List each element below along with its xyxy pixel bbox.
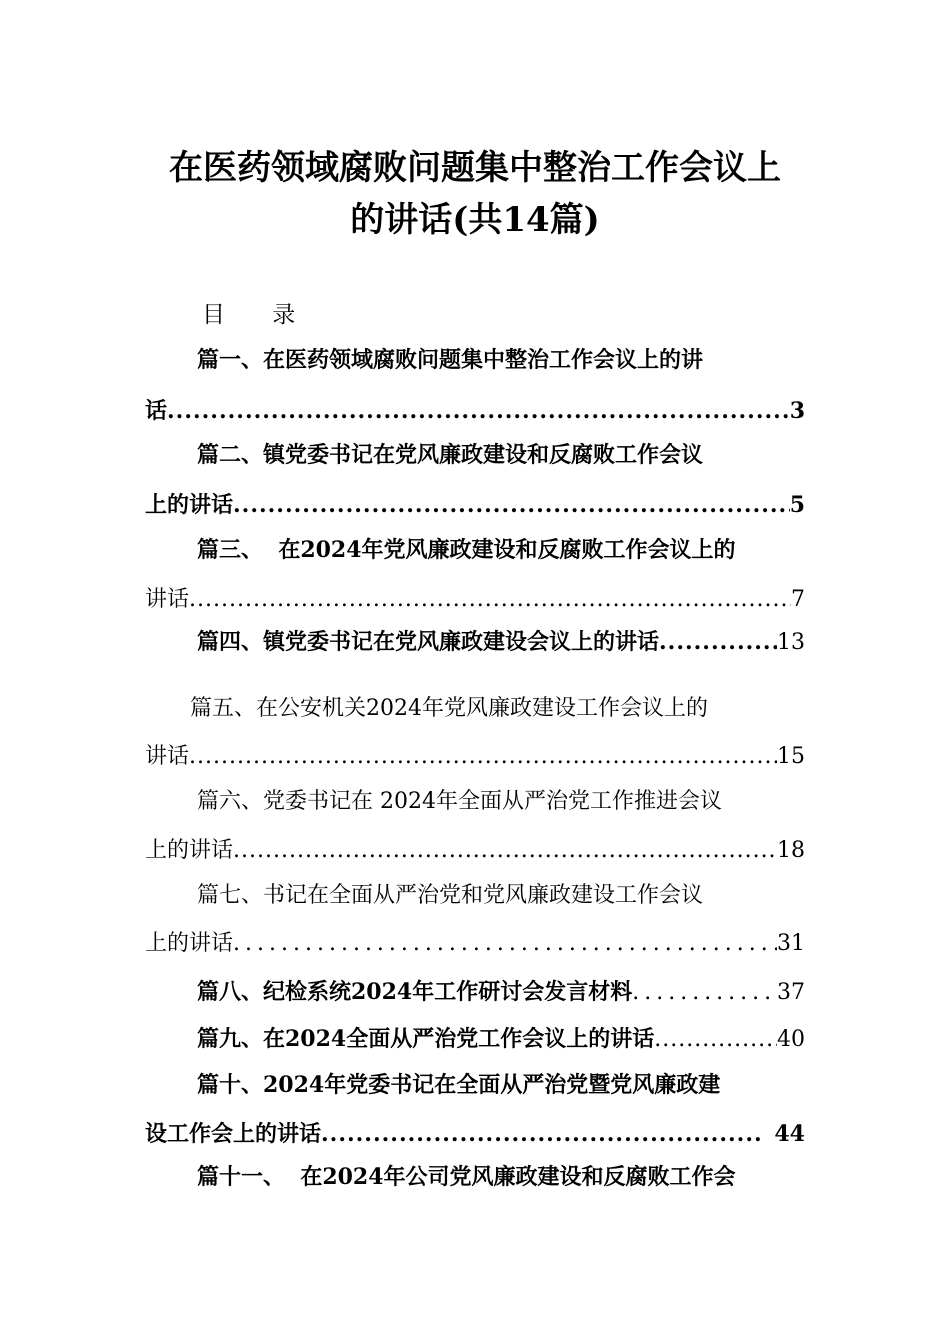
toc-entry-1-continuation xyxy=(145,394,805,428)
toc-entry-6-title: 篇六、党委书记在 2024年全面从严治党工作推进会议 xyxy=(197,789,722,814)
toc-entry-10-continuation xyxy=(145,1117,805,1151)
toc-leader-dots xyxy=(659,625,777,659)
toc-leader-dots xyxy=(233,834,777,868)
toc-leader-dots xyxy=(321,1117,762,1151)
toc-entry-4-title: 篇四、镇党委书记在党风廉政建设会议上的讲话 xyxy=(197,629,660,655)
toc-entry-2-page: 5 xyxy=(789,492,805,518)
toc-entry-5-title: 篇五、在公安机关2024年党风廉政建设工作会议上的 xyxy=(190,696,708,721)
toc-entry-5-continuation xyxy=(145,740,805,774)
toc-entry-7-title: 篇七、书记在全面从严治党和党风廉政建设工作会议 xyxy=(197,883,704,908)
toc-entry-1-title-end: 话 xyxy=(145,398,168,424)
toc-entry-9 xyxy=(145,1022,805,1056)
toc-entry-3-title: 篇三、 在2024年党风廉政建设和反腐败工作会议上的 xyxy=(197,537,736,563)
toc-leader-dots xyxy=(654,1023,777,1056)
toc-leader-dots xyxy=(167,394,790,428)
toc-leader-dots xyxy=(233,927,777,961)
toc-entry-7-page: 31 xyxy=(777,931,805,956)
toc-entry-5-title-end: 讲话 xyxy=(145,744,190,769)
toc-entry-8-page: 37 xyxy=(777,980,805,1005)
toc-entry-3-page: 7 xyxy=(791,587,805,612)
toc-entry-9-page: 40 xyxy=(777,1027,805,1052)
toc-entry-10-title-end: 设工作会上的讲话 xyxy=(145,1121,322,1147)
toc-entry-7-continuation xyxy=(145,927,805,961)
toc-leader-dots xyxy=(632,976,777,1009)
document-title-line-2: 的讲话(共14篇) xyxy=(350,200,600,240)
toc-entry-3-title-end: 讲话 xyxy=(145,587,190,612)
toc-entry-4 xyxy=(145,625,805,659)
toc-entry-7-title-end: 上的讲话 xyxy=(145,931,234,956)
toc-entry-2-title-end: 上的讲话 xyxy=(145,492,234,518)
toc-entry-2-title: 篇二、镇党委书记在党风廉政建设和反腐败工作会议 xyxy=(197,442,704,468)
toc-entry-6-continuation xyxy=(145,834,805,868)
toc-entry-1-title: 篇一、在医药领域腐败问题集中整治工作会议上的讲 xyxy=(197,347,704,373)
toc-entry-6-title-end: 上的讲话 xyxy=(145,838,234,863)
toc-entry-10-title: 篇十、2024年党委书记在全面从严治党暨党风廉政建 xyxy=(197,1072,721,1098)
toc-entry-3-continuation xyxy=(145,583,805,617)
toc-leader-dots xyxy=(233,488,790,522)
toc-entry-2-continuation xyxy=(145,488,805,522)
toc-leader-dots xyxy=(189,740,777,774)
toc-heading: 目 录 xyxy=(202,302,316,328)
document-title-line-1: 在医药领域腐败问题集中整治工作会议上 xyxy=(169,148,781,188)
toc-entry-4-page: 13 xyxy=(777,630,805,655)
toc-entry-11-title: 篇十一、 在2024年公司党风廉政建设和反腐败工作会 xyxy=(197,1164,736,1190)
toc-entry-9-title: 篇九、在2024全面从严治党工作会议上的讲话 xyxy=(197,1026,655,1052)
toc-entry-8-title: 篇八、纪检系统2024年工作研讨会发言材料 xyxy=(197,979,633,1005)
toc-entry-8 xyxy=(145,975,805,1009)
toc-leader-dots xyxy=(189,583,791,617)
toc-entry-1-page: 3 xyxy=(789,398,805,424)
toc-entry-5-page: 15 xyxy=(777,744,805,769)
toc-entry-6-page: 18 xyxy=(777,838,805,863)
toc-entry-10-page: 44 xyxy=(774,1121,805,1147)
